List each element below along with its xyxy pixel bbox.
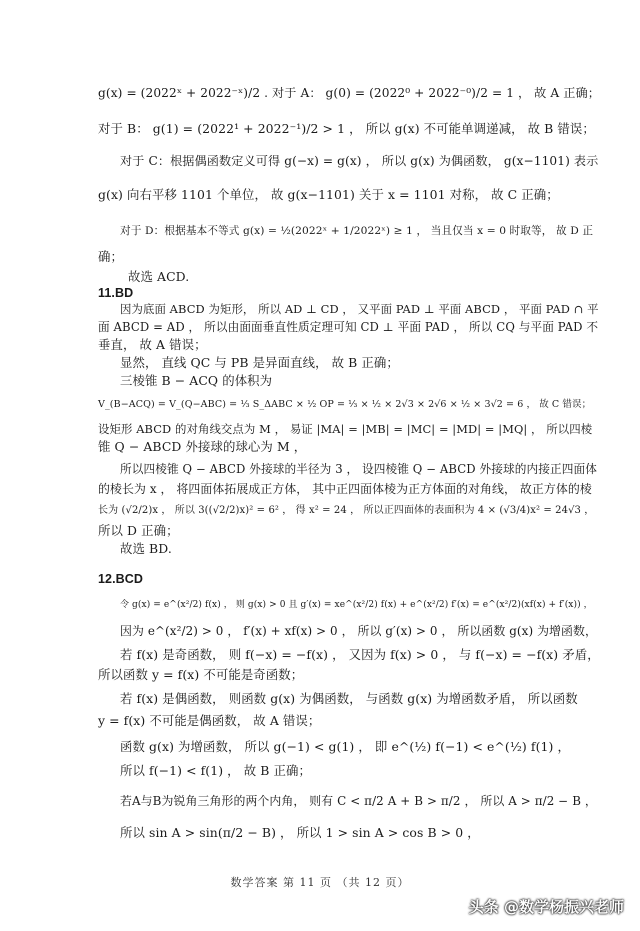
line-13: 三棱锥 B − ACQ 的体积为 <box>120 373 273 388</box>
line-14: V_(B−ACQ) = V_(Q−ABC) = ⅓ S_ΔABC × ½ OP = ⅓ × ½ × 2√3 × 2√6 × ½ × 3√2 = 6 ， 故 C 错误； <box>98 399 592 410</box>
line-1: g(x) = (2022ˣ + 2022⁻ˣ)/2 . 对于 A： g(0) = (2022⁰ + 2022⁻⁰)/2 = 1 ， 故 A 正确； <box>98 86 600 100</box>
section-11-label: 11.BD <box>98 286 134 300</box>
line-32: 所以 sin A > sin(π/2 − B) ， 所以 1 > sin A > cos B > 0 ， <box>120 825 480 840</box>
line-12: 显然， 直线 QC 与 PB 是异面直线， 故 B 正确； <box>120 355 399 370</box>
line-23: 令 g(x) = e^(x²/2) f(x) ， 则 g(x) > 0 且 g′(x) = xe^(x²/2) f(x) + e^(x²/2) f′(x) = e^(x²/2)(xf(x) + f′(x)) ， <box>120 600 593 610</box>
line-3: 对于 C：根据偶函数定义可得 g(−x) = g(x) ， 所以 g(x) 为偶函数， g(x−1101) 表示 <box>120 154 599 168</box>
line-2: 对于 B： g(1) = (2022¹ + 2022⁻¹)/2 > 1 ， 所以 g(x) 不可能单调递减， 故 B 错误； <box>98 121 595 136</box>
line-20: 所以 D 正确； <box>98 523 179 538</box>
line-17: 所以四棱锥 Q − ABCD 外接球的半径为 3 ， 设四棱锥 Q − ABCD 外接球的内接正四面体 <box>120 462 597 476</box>
line-29: 函数 g(x) 为增函数， 所以 g(−1) < g(1) ， 即 e^(½) f(−1) < e^(½) f(1) ， <box>120 739 570 754</box>
line-10: 面 ABCD = AD ， 所以由面面垂直性质定理可知 CD ⊥ 平面 PAD ， 所以 CQ 与平面 PAD 不 <box>98 320 599 334</box>
line-16: 锥 Q − ABCD 外接球的球心为 M ， <box>98 439 307 454</box>
watermark <box>469 896 624 917</box>
line-9: 因为底面 ABCD 为矩形， 所以 AD ⊥ CD ， 又平面 PAD ⊥ 平面 ABCD ， 平面 PAD ∩ 平 <box>120 302 599 316</box>
line-26: 所以函数 y = f(x) 不可能是奇函数； <box>98 667 304 682</box>
line-6: 确； <box>98 249 123 264</box>
watermark-text: 头条 @数学杨振兴老师 <box>468 898 624 916</box>
line-27: 若 f(x) 是偶函数， 则函数 g(x) 为偶函数， 与函数 g(x) 为增函数矛盾， 所以函数 <box>120 691 578 706</box>
line-4: g(x) 向右平移 1101 个单位， 故 g(x−1101) 关于 x = 1101 对称， 故 C 正确； <box>98 187 559 202</box>
line-15: 设矩形 ABCD 的对角线交点为 M ， 易证 |MA| = |MB| = |MC| = |MD| = |MQ| ， 所以四棱 <box>98 422 593 436</box>
line-21: 故选 BD. <box>120 541 172 556</box>
page-footer: 数学答案 第 11 页 （共 12 页） <box>230 876 410 889</box>
line-31: 若A与B为锐角三角形的两个内角， 则有 C < π/2 A + B > π/2 ， 所以 A > π/2 − B ， <box>120 794 597 808</box>
line-7: 故选 ACD. <box>128 269 190 284</box>
line-19: 长为 (√2/2)x ， 所以 3((√2/2)x)² = 6² ， 得 x² = 24 ， 所以正四面体的表面积为 4 × (√3/4)x² = 24√3 ， <box>98 505 595 516</box>
section-12-label: 12.BCD <box>98 572 144 586</box>
line-25: 若 f(x) 是奇函数， 则 f(−x) = −f(x) ， 又因为 f(x) > 0 ， 与 f(−x) = −f(x) 矛盾， <box>120 647 600 662</box>
line-24: 因为 e^(x²/2) > 0 ， f′(x) + xf(x) > 0 ， 所以 g′(x) > 0 ， 所以函数 g(x) 为增函数， <box>120 624 598 638</box>
line-30: 所以 f(−1) < f(1) ， 故 B 正确； <box>120 763 311 778</box>
line-28: y = f(x) 不可能是偶函数， 故 A 错误； <box>98 713 321 728</box>
line-5: 对于 D：根据基本不等式 g(x) = ½(2022ˣ + 1/2022ˣ) ≥ 1 ， 当且仅当 x = 0 时取等， 故 D 正 <box>120 224 594 237</box>
line-11: 垂直， 故 A 错误； <box>98 337 207 352</box>
line-18: 的棱长为 x ， 将四面体拓展成正方体， 其中正四面体棱为正方体面的对角线， 故正方体的棱 <box>98 482 592 496</box>
